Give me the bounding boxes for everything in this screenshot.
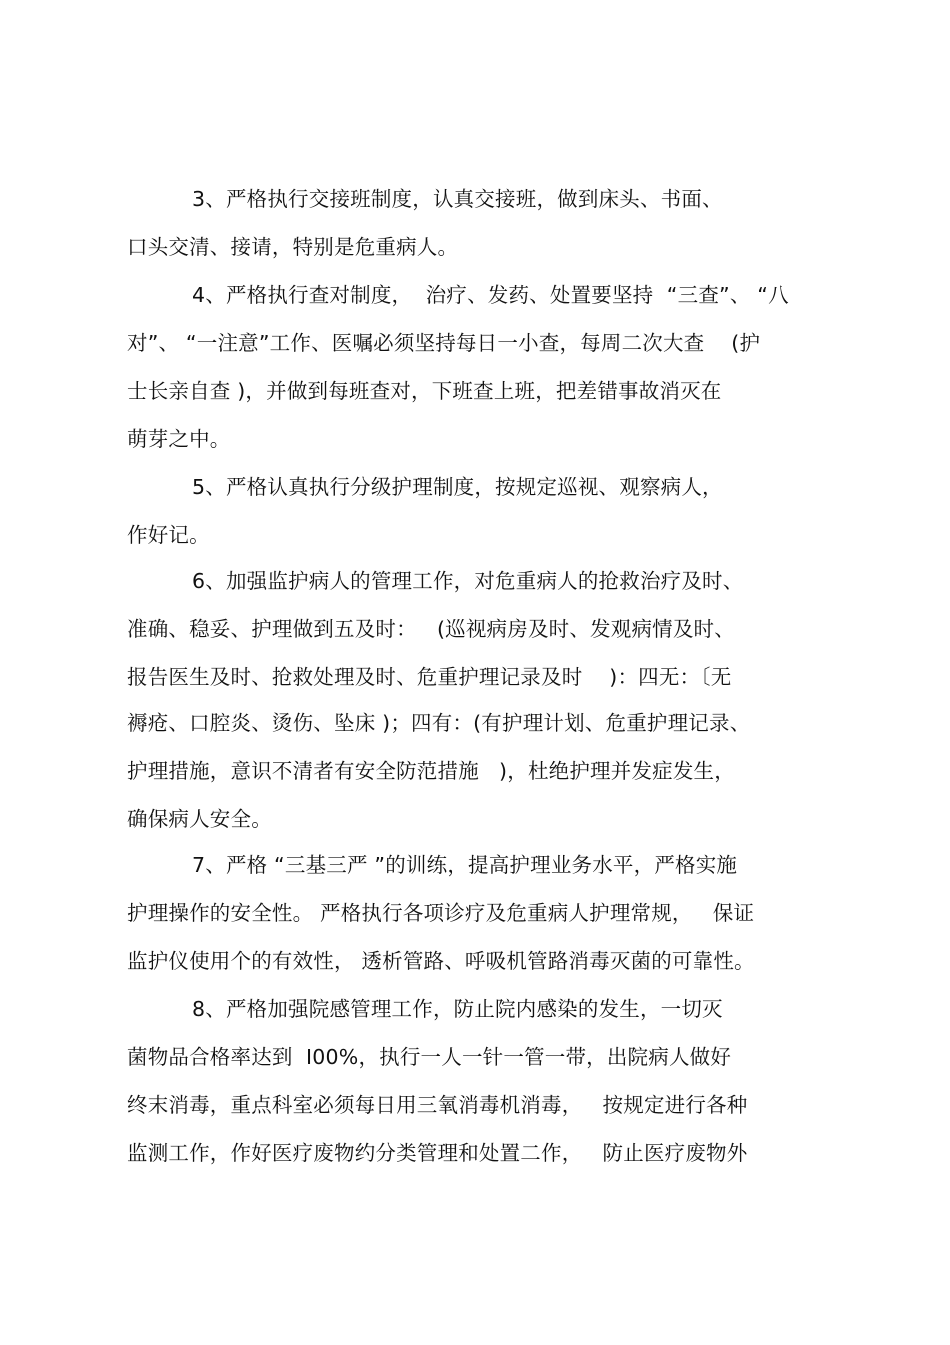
paragraph-4-line-3: 士长亲自查 )，并做到每班查对，下班查上班，把差错事故消灭在 xyxy=(127,379,722,403)
paragraph-8-line-2: 菌物品合格率达到 I00%，执行一人一针一管一带，出院病人做好 xyxy=(127,1045,732,1069)
paragraph-6-line-2: 准确、稳妥、护理做到五及时： (巡视病房及时、发观病情及时、 xyxy=(127,617,735,641)
paragraph-5-line-2: 作好记。 xyxy=(127,523,210,547)
paragraph-8-line-3: 终末消毒，重点科室必须每日用三氧消毒机消毒， 按规定进行各种 xyxy=(127,1093,748,1117)
paragraph-7-line-2: 护理操作的安全性。 严格执行各项诊疗及危重病人护理常规， 保证 xyxy=(127,901,755,925)
paragraph-6-line-4: 褥疮、口腔炎、烫伤、坠床 )；四有：(有护理计划、危重护理记录、 xyxy=(127,711,751,735)
paragraph-8-line-4: 监测工作，作好医疗废物约分类管理和处置二作， 防止医疗废物外 xyxy=(127,1141,748,1165)
paragraph-6-line-5: 护理措施，意识不清者有安全防范措施 )，杜绝护理并发症发生， xyxy=(127,759,735,783)
paragraph-5-line-1: 5、严格认真执行分级护理制度，按规定巡视、观察病人， xyxy=(192,475,723,499)
paragraph-3-line-1: 3、严格执行交接班制度，认真交接班，做到床头、书面、 xyxy=(192,187,723,211)
paragraph-7-line-1: 7、严格 “三基三严 ”的训练，提高护理业务水平，严格实施 xyxy=(192,853,738,877)
paragraph-6-line-1: 6、加强监护病人的管理工作，对危重病人的抢救治疗及时、 xyxy=(192,569,744,593)
paragraph-4-line-1: 4、严格执行查对制度， 治疗、发药、处置要坚持 “三查”、 “八 xyxy=(192,283,789,307)
paragraph-7-line-3: 监护仪使用个的有效性， 透析管路、呼吸机管路消毒灭菌的可靠性。 xyxy=(127,949,755,973)
paragraph-8-line-1: 8、严格加强院感管理工作，防止院内感染的发生，一切灭 xyxy=(192,997,723,1021)
paragraph-6-line-3: 报告医生及时、抢救处理及时、危重护理记录及时 )：四无：〔无 xyxy=(127,665,732,689)
paragraph-6-line-6: 确保病人安全。 xyxy=(127,807,272,831)
paragraph-4-line-2: 对”、 “一注意”工作、医嘱必须坚持每日一小查，每周二次大查 (护 xyxy=(127,331,761,355)
paragraph-3-line-2: 口头交清、接请，特别是危重病人。 xyxy=(127,235,459,259)
paragraph-4-line-4: 萌芽之中。 xyxy=(127,427,231,451)
